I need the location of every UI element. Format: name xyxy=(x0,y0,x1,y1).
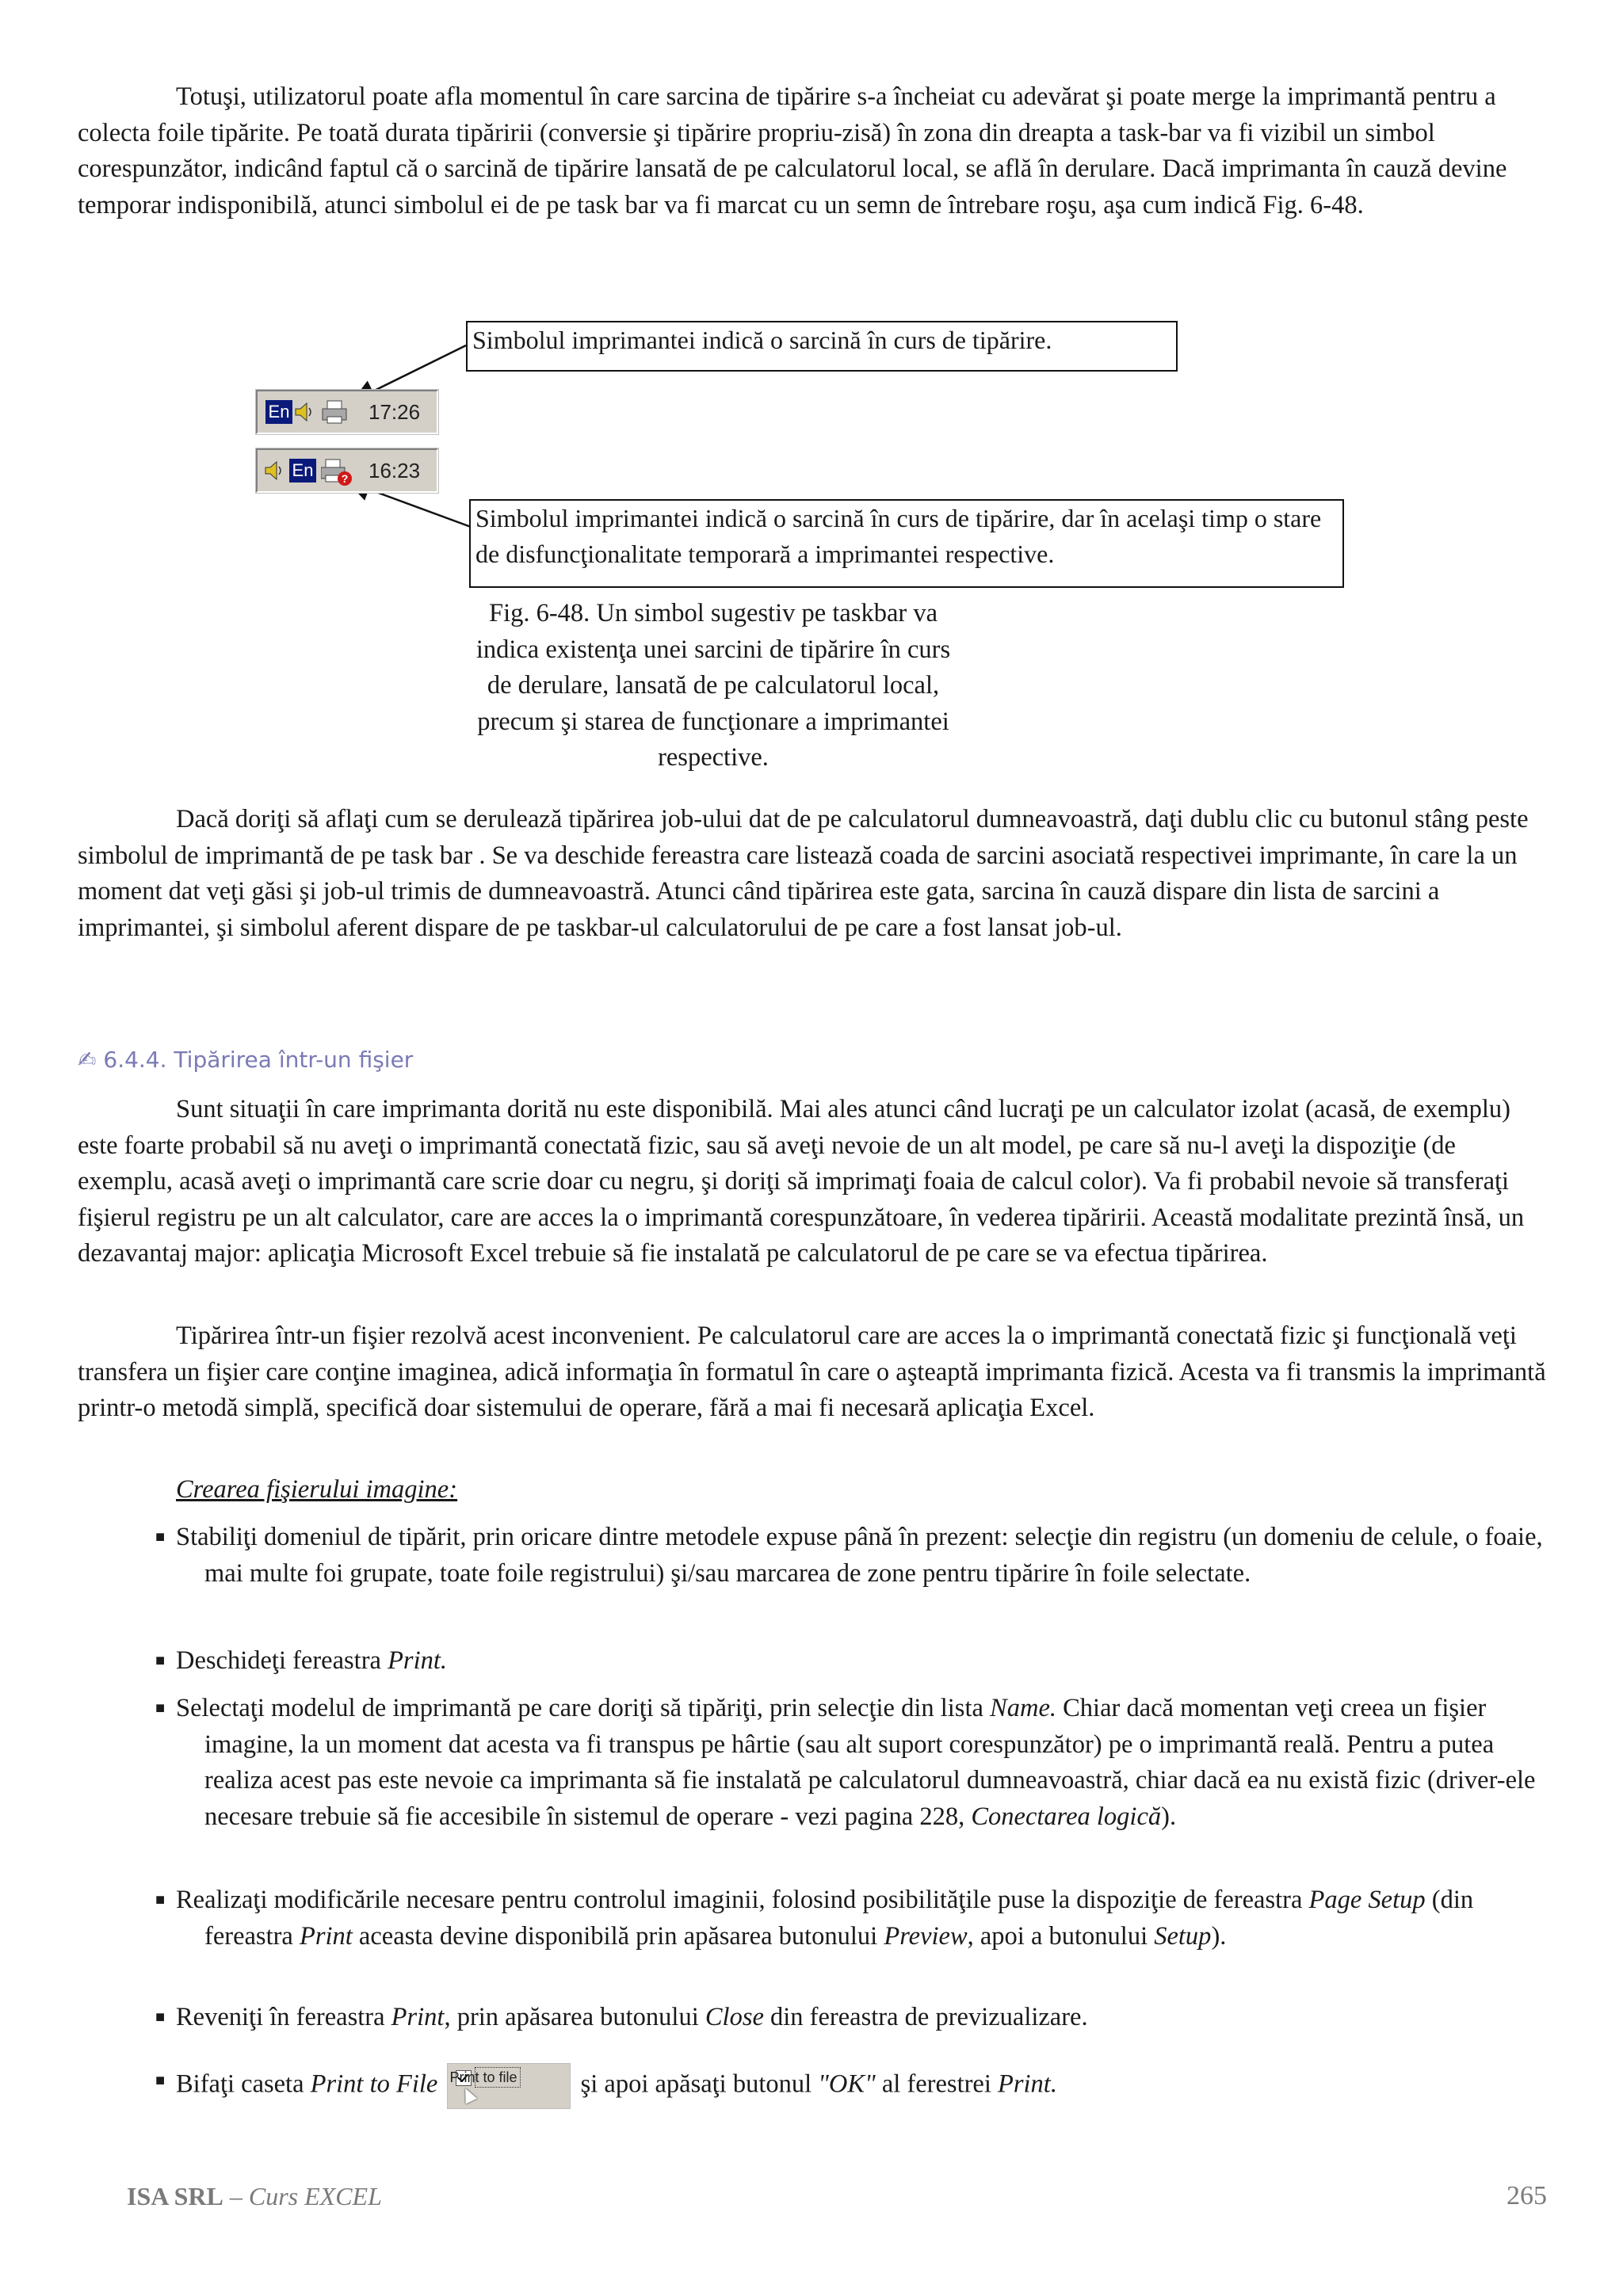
taskbar-tray-printing xyxy=(256,390,438,434)
tray-clock: 16:23 xyxy=(369,459,421,482)
svg-text:?: ? xyxy=(341,472,349,485)
page-number: 265 xyxy=(1507,2181,1547,2210)
subheading-create-image-file: Crearea fişierului imagine: xyxy=(176,1475,458,1504)
bullet-icon: ■ xyxy=(155,1699,166,1717)
callout-printing: Simbolul imprimantei indică o sarcină în curs de tipărire. xyxy=(466,321,1178,372)
printer-error-icon xyxy=(321,458,353,486)
list-item: ■ Bifaţi caseta Print to File Print to file şi apoi apăsaţi butonul "OK" al ferestrei Print. xyxy=(155,2063,1553,2109)
list-item: ■ Deschideţi fereastra Print. xyxy=(155,1643,1553,1680)
paragraph-job-queue: Dacă doriţi să aflaţi cum se derulează tipărirea job-ului dat de pe calculatorul dumneavoastră, daţi dublu clic cu butonul stâng peste simbolul de imprimantă de pe task bar . Se va deschide fereastra care listează coada de sarcini asociată respectivei imprimante, în care la un moment dat veţi găsi şi job-ul trimis de dumneavoastră. Atunci când tipărirea este gata, sarcina în cauză dispare din lista de sarcini a imprimantei, şi simbolul aferent dispare de pe taskbar-ul calculatorului de pe care a fost lansat job-ul. xyxy=(78,805,1529,942)
taskbar-tray-error xyxy=(256,448,438,493)
speaker-icon xyxy=(264,460,285,482)
list-item: ■ Stabiliţi domeniul de tipărit, prin oricare dintre metodele expuse până în prezent: selecţie din registru (un domeniu de celule, o foaie, mai multe foi grupate, toate foile registrului) şi/sau marcarea de zone pentru tipărire în foile selectate. xyxy=(155,1520,1553,1592)
tray-clock: 17:26 xyxy=(369,400,421,424)
bullet-icon: ■ xyxy=(155,2008,166,2026)
section-heading: ✍ 6.4.4. Tipărirea într-un fişier xyxy=(78,1047,414,1073)
printer-icon xyxy=(321,399,349,426)
cursor-icon xyxy=(460,2085,477,2103)
paragraph-print-to-file-benefit: Tipărirea într-un fişier rezolvă acest inconvenient. Pe calculatorul care are acces la o imprimantă conectată fizic şi funcţională veţi transfera un fişier care conţine imaginea, adică informaţia în formatul în care o aşteaptă imprimanta fizică. Acesta va fi transmis la imprimantă printr-o metodă simplă, specifică doar sistemului de operare, fără a mai fi necesară aplicaţia Excel. xyxy=(78,1322,1546,1422)
list-item: ■ Realizaţi modificările necesare pentru controlul imaginii, folosind posibilităţile puse la dispoziţie de fereastra Page Setup (din fereastra Print aceasta devine disponibilă prin apăsarea butonului Preview, apoi a butonului Setup). xyxy=(155,1882,1553,1955)
language-indicator: En xyxy=(289,459,316,482)
pencil-icon: ✍ xyxy=(78,1047,97,1073)
speaker-icon xyxy=(294,401,315,423)
list-item: ■ Reveniţi în fereastra Print, prin apăsarea butonului Close din fereastra de previzualizare. xyxy=(155,2000,1553,2036)
print-to-file-checkbox[interactable]: Print to file xyxy=(447,2063,571,2109)
list-item: ■ Selectaţi modelul de imprimantă pe care doriţi să tipăriţi, prin selecţie din lista Name. Chiar dacă momentan veţi creea un fişier imagine, la un moment dat acesta va fi transpus pe hârtie (sau alt suport corespunzător) pe o imprimantă reală. Pentru a putea realiza acest pas este nevoie ca imprimanta să fie instalată pe calculatorul dumneavoastră, chiar dacă ea nu există fizic (driver-ele necesare trebuie să fie accesibile în sistemul de operare - vezi pagina 228, Conectarea logică). xyxy=(155,1691,1553,1835)
bullet-icon: ■ xyxy=(155,1891,166,1909)
bullet-icon: ■ xyxy=(155,2072,166,2089)
bullet-icon: ■ xyxy=(155,1652,166,1669)
bullet-icon: ■ xyxy=(155,1528,166,1546)
figure-caption: Fig. 6-48. Un simbol sugestiv pe taskbar va indica existenţa unei sarcini de tipărire în curs de derulare, lansată de pe calculatorul local, precum şi starea de funcţionare a imprimantei respective. xyxy=(475,599,951,772)
footer-course: ISA SRL – Curs EXCEL xyxy=(127,2182,382,2210)
language-indicator: En xyxy=(265,400,292,424)
paragraph-print-to-file-intro: Sunt situaţii în care imprimanta dorită nu este disponibilă. Mai ales atunci când lucraţi pe un calculator izolat (acasă, de exemplu) este foarte probabil să nu aveţi o imprimantă conectată fizic, sau să aveţi nevoie de un alt model, pe care să nu-l aveţi la dispoziţie (de exemplu, acasă aveţi o imprimantă care scrie doar cu negru, şi doriţi să imprimaţi foaia de calcul color). Va fi probabil nevoie să transferaţi fişierul registru pe un alt calculator, care are acces la o imprimantă corespunzătoare, în vederea tipăririi. Această modalitate prezintă însă, un dezavantaj major: aplicaţia Microsoft Excel trebuie să fie instalată pe calculatorul de pe care se va efectua tipărirea. xyxy=(78,1095,1525,1268)
paragraph-intro: Totuşi, utilizatorul poate afla momentul în care sarcina de tipărire s-a încheiat cu adevărat şi poate merge la imprimantă pentru a colecta foile tipărite. Pe toată durata tipăririi (conversie şi tipărire propriu-zisă) în zona din dreapta a task-bar va fi vizibil un simbol corespunzător, indicând faptul că o sarcină de tipărire lansată de pe calculatorul local, se află în derulare. Dacă imprimanta în cauză devine temporar indisponibilă, atunci simbolul ei de pe task bar va fi marcat cu un semn de întrebare roşu, aşa cum indică Fig. 6-48. xyxy=(78,82,1507,219)
callout-printing-error: Simbolul imprimantei indică o sarcină în curs de tipărire, dar în acelaşi timp o stare de disfuncţionalitate temporară a imprimantei respective. xyxy=(469,499,1344,588)
